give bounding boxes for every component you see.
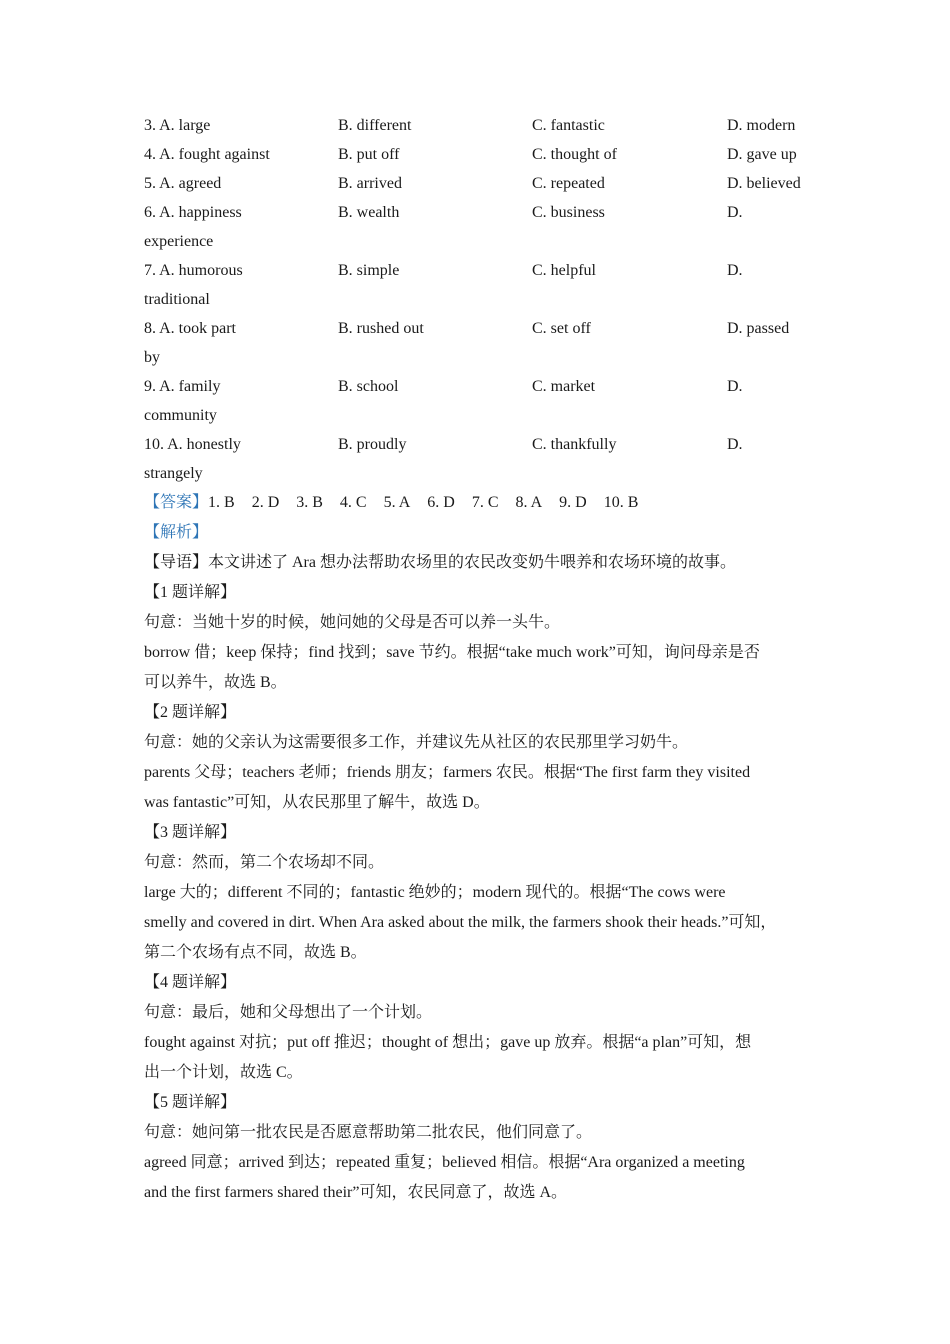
detail-section — [144, 1088, 814, 1208]
option-wrap-row — [144, 227, 814, 256]
option-b: B. wealth — [338, 204, 400, 221]
option-wrap-row — [144, 285, 814, 314]
option-d-wrap: community — [144, 407, 217, 424]
option-a: 5. A. agreed — [144, 175, 222, 192]
detail-line: was fantastic”可知，从农民那里了解牛，故选 D。 — [144, 794, 490, 811]
option-row — [144, 198, 814, 227]
option-d: D. — [727, 204, 743, 221]
option-wrap-row — [144, 401, 814, 430]
detail-line: 句意：然而，第二个农场却不同。 — [144, 854, 385, 871]
option-d: D. passed — [727, 320, 790, 337]
answer-item: 3. B — [296, 494, 323, 511]
answer-item: 2. D — [251, 494, 280, 511]
answer-label: 【答案】 — [144, 494, 209, 511]
detail-line: agreed 同意；arrived 到达；repeated 重复；believed 相信。根据“Ara organized a meeting — [144, 1154, 745, 1171]
option-d: D. modern — [727, 117, 796, 134]
option-row — [144, 111, 814, 140]
option-c: C. set off — [532, 320, 591, 337]
detail-section — [144, 698, 814, 818]
option-d: D. — [727, 378, 743, 395]
option-b: B. different — [338, 117, 412, 134]
detail-section — [144, 818, 814, 968]
option-d: D. — [727, 436, 743, 453]
option-d: D. gave up — [727, 146, 797, 163]
option-d-wrap: experience — [144, 233, 214, 250]
answer-item: 10. B — [603, 494, 639, 511]
answer-item: 9. D — [559, 494, 587, 511]
detail-line: parents 父母；teachers 老师；friends 朋友；farmers 农民。根据“The first farm they visited — [144, 764, 751, 781]
detail-line: large 大的；different 不同的；fantastic 绝妙的；modern 现代的。根据“The cows were — [144, 884, 726, 901]
option-a: 10. A. honestly — [144, 436, 241, 453]
answer-line — [144, 488, 814, 518]
detail-heading: 【3 题详解】 — [144, 824, 237, 841]
detail-line: 句意：她问第一批农民是否愿意帮助第二批农民，他们同意了。 — [144, 1124, 593, 1141]
option-d: D. — [727, 262, 743, 279]
option-row — [144, 169, 814, 198]
document-content — [144, 111, 814, 1208]
answer-item: 4. C — [339, 494, 367, 511]
option-c: C. thankfully — [532, 436, 617, 453]
option-c: C. business — [532, 204, 605, 221]
detail-line: 可以养牛，故选 B。 — [144, 674, 287, 691]
detail-section — [144, 578, 814, 698]
option-row — [144, 140, 814, 169]
option-b: B. simple — [338, 262, 400, 279]
option-d-wrap: strangely — [144, 465, 203, 482]
option-d-wrap: by — [144, 349, 160, 366]
detail-line: 句意：最后，她和父母想出了一个计划。 — [144, 1004, 433, 1021]
answer-item: 5. A — [383, 494, 411, 511]
option-a: 8. A. took part — [144, 320, 236, 337]
option-c: C. helpful — [532, 262, 596, 279]
option-a: 6. A. happiness — [144, 204, 242, 221]
option-a: 9. A. family — [144, 378, 221, 395]
answer-item: 1. B — [208, 494, 235, 511]
option-c: C. repeated — [532, 175, 605, 192]
option-b: B. rushed out — [338, 320, 424, 337]
detail-heading: 【4 题详解】 — [144, 974, 237, 991]
option-c: C. thought of — [532, 146, 617, 163]
option-b: B. arrived — [338, 175, 402, 192]
options-list — [144, 111, 814, 488]
option-c: C. market — [532, 378, 596, 395]
detail-line: and the first farmers shared their”可知，农民同意了，故选 A。 — [144, 1184, 568, 1201]
option-b: B. put off — [338, 146, 400, 163]
detail-line: 出一个计划，故选 C。 — [144, 1064, 303, 1081]
option-row — [144, 372, 814, 401]
option-wrap-row — [144, 459, 814, 488]
answer-item: 8. A — [515, 494, 543, 511]
option-a: 4. A. fought against — [144, 146, 270, 163]
option-a: 3. A. large — [144, 117, 211, 134]
detail-line: 第二个农场有点不同，故选 B。 — [144, 944, 367, 961]
detail-section — [144, 968, 814, 1088]
detail-line: borrow 借；keep 保持；find 找到；save 节约。根据“take much work”可知，询问母亲是否 — [144, 644, 760, 661]
answer-item: 6. D — [427, 494, 455, 511]
option-a: 7. A. humorous — [144, 262, 243, 279]
detail-heading: 【1 题详解】 — [144, 584, 237, 601]
option-row — [144, 256, 814, 285]
option-d-wrap: traditional — [144, 291, 210, 308]
option-b: B. proudly — [338, 436, 407, 453]
detail-line: fought against 对抗；put off 推迟；thought of 想出；gave up 放弃。根据“a plan”可知，想 — [144, 1034, 752, 1051]
detail-heading: 【2 题详解】 — [144, 704, 237, 721]
detail-line: 句意：当她十岁的时候，她问她的父母是否可以养一头牛。 — [144, 614, 561, 631]
option-c: C. fantastic — [532, 117, 605, 134]
detail-line: 句意：她的父亲认为这需要很多工作，并建议先从社区的农民那里学习奶牛。 — [144, 734, 689, 751]
guide-text: 【导语】本文讲述了 Ara 想办法帮助农场里的农民改变奶牛喂养和农场环境的故事。 — [144, 554, 736, 571]
detail-line: smelly and covered in dirt. When Ara asked about the milk, the farmers shook their heads.”可知， — [144, 914, 777, 931]
option-b: B. school — [338, 378, 399, 395]
option-wrap-row — [144, 343, 814, 372]
option-row — [144, 430, 814, 459]
option-row — [144, 314, 814, 343]
detail-heading: 【5 题详解】 — [144, 1094, 237, 1111]
option-d: D. believed — [727, 175, 801, 192]
answer-item: 7. C — [471, 494, 499, 511]
analysis-label: 【解析】 — [144, 524, 209, 541]
